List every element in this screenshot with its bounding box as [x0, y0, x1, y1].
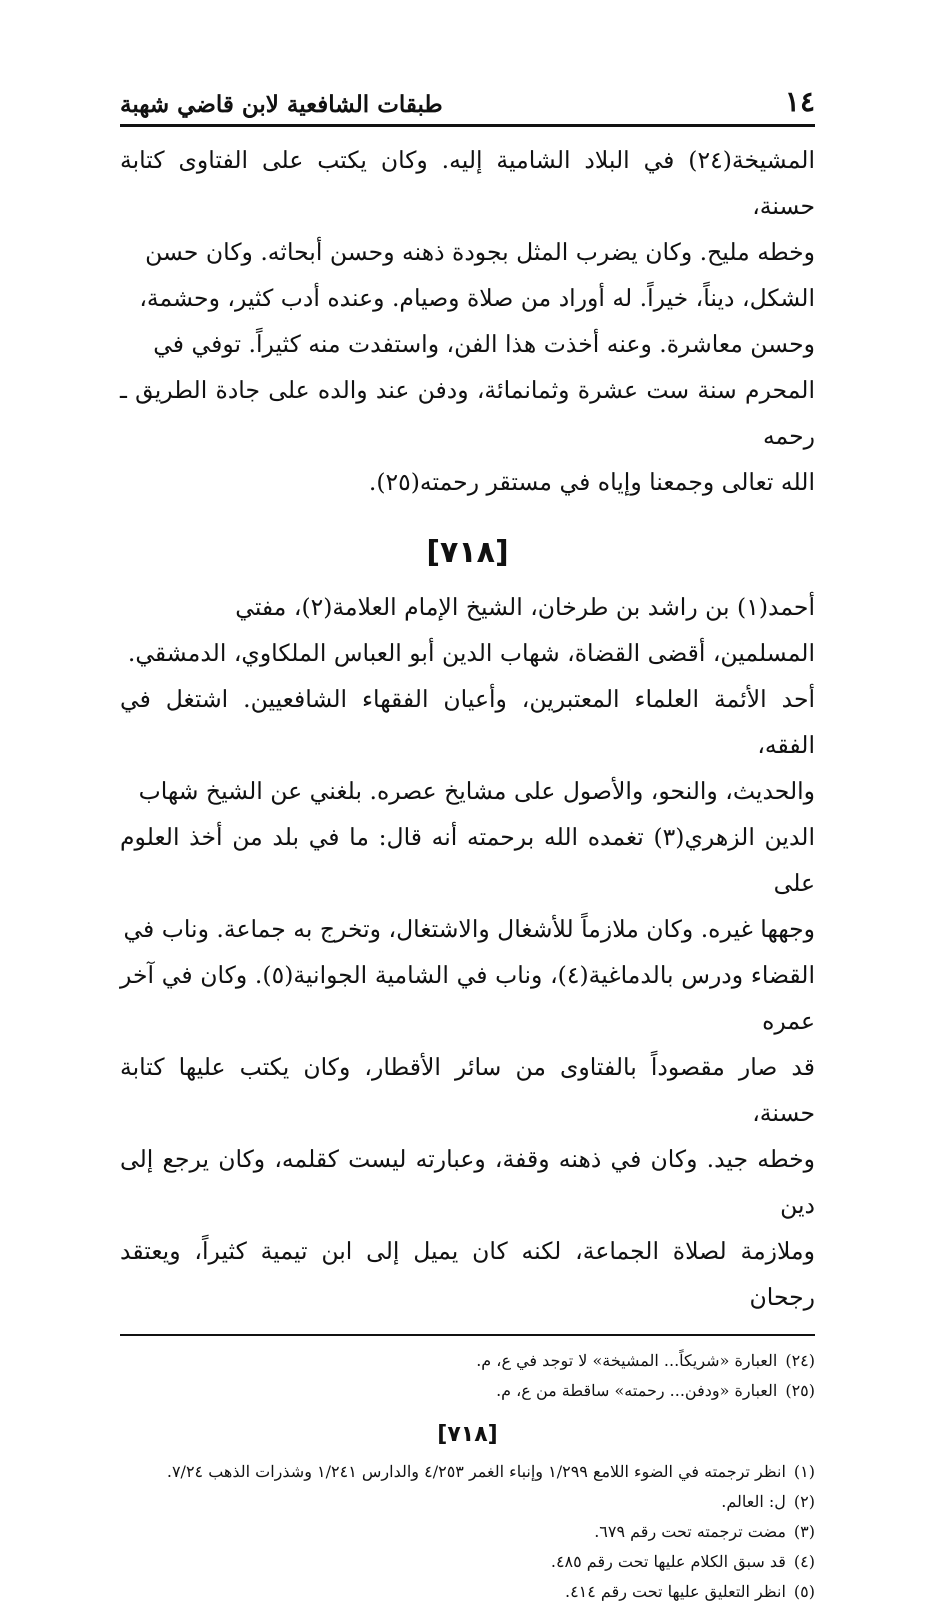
text-line: المشيخة(٢٤) في البلاد الشامية إليه. وكان يكتب على الفتاوى كتابة حسنة، — [120, 146, 815, 220]
text-line: القضاء ودرس بالدماغية(٤)، وناب في الشامية الجوانية(٥). وكان في آخر عمره — [120, 961, 815, 1035]
text-line: الله تعالى وجمعنا وإياه في مستقر رحمته(٢٥). — [368, 468, 815, 496]
footnote — [120, 1487, 815, 1517]
running-title: طبقات الشافعية لابن قاضي شهبة — [120, 91, 443, 118]
footnote-text: قد سبق الكلام عليها تحت رقم ٤٨٥. — [550, 1552, 786, 1571]
footnote — [120, 1517, 815, 1547]
text-line: والحديث، والنحو، والأصول على مشايخ عصره. بلغني عن الشيخ شهاب — [138, 777, 815, 805]
footnote — [120, 1547, 815, 1577]
book-page — [120, 70, 815, 1607]
entry-paragraph — [120, 584, 815, 1320]
page-header — [120, 70, 815, 127]
footnote-number: (٢) — [793, 1492, 815, 1511]
footnote — [120, 1376, 815, 1406]
footnotes-entry-heading: [٧١٨] — [437, 1422, 498, 1447]
footnote — [120, 1577, 815, 1607]
text-line: أحد الأئمة العلماء المعتبرين، وأعيان الفقهاء الشافعيين. اشتغل في الفقه، — [120, 685, 815, 759]
text-line: قد صار مقصوداً بالفتاوى من سائر الأقطار، وكان يكتب عليها كتابة حسنة، — [120, 1053, 815, 1127]
footnote — [120, 1457, 815, 1487]
text-line: الشكل، ديناً، خيراً. له أوراد من صلاة وصيام. وعنده أدب كثير، وحشمة، — [139, 284, 815, 312]
footnote-text: انظر ترجمته في الضوء اللامع ١/٢٩٩ وإنباء الغمر ٤/٢٥٣ والدارس ١/٢٤١ وشذرات الذهب ٧/٢٤. — [166, 1462, 786, 1481]
footnote-number: (١) — [793, 1462, 815, 1481]
text-line: أحمد(١) بن راشد بن طرخان، الشيخ الإمام العلامة(٢)، مفتي — [235, 593, 815, 621]
footnote-number: (٥) — [793, 1582, 815, 1601]
entry-number-heading: [٧١٨] — [426, 535, 509, 570]
footnote-text: انظر التعليق عليها تحت رقم ٤١٤. — [564, 1582, 786, 1601]
text-line: المحرم سنة ست عشرة وثمانمائة، ودفن عند والده على جادة الطريق ـ رحمه — [120, 376, 815, 450]
text-line: وخطه جيد. وكان في ذهنه وقفة، وعبارته ليست كقلمه، وكان يرجع إلى دين — [120, 1145, 815, 1219]
text-line: وحسن معاشرة. وعنه أخذت هذا الفن، واستفدت منه كثيراً. توفي في — [153, 330, 815, 358]
text-line: وملازمة لصلاة الجماعة، لكنه كان يميل إلى ابن تيمية كثيراً، ويعتقد رجحان — [120, 1237, 815, 1311]
footnotes-entry — [120, 1457, 815, 1607]
text-line: وخطه مليح. وكان يضرب المثل بجودة ذهنه وحسن أبحاثه. وكان حسن — [145, 238, 815, 266]
footnote-text: العبارة «ودفن... رحمته» ساقطة من ع، م. — [496, 1381, 778, 1400]
footnote-text: العبارة «شريكاً... المشيخة» لا توجد في ع، م. — [476, 1351, 778, 1370]
text-line: الدين الزهري(٣) تغمده الله برحمته أنه قال: ما في بلد من أخذ العلوم على — [120, 823, 815, 897]
footnotes-previous-entry — [120, 1346, 815, 1406]
footnote-text: ل: العالم. — [721, 1492, 786, 1511]
continuation-paragraph — [120, 137, 815, 505]
footnote — [120, 1346, 815, 1376]
text-line: وجهها غيره. وكان ملازماً للأشغال والاشتغال، وتخرج به جماعة. وناب في — [123, 915, 815, 943]
footnote-text: مضت ترجمته تحت رقم ٦٧٩. — [594, 1522, 786, 1541]
footnote-number: (٢٥) — [785, 1381, 815, 1400]
footnote-number: (٣) — [793, 1522, 815, 1541]
footnote-number: (٢٤) — [785, 1351, 815, 1370]
footnote-number: (٤) — [793, 1552, 815, 1571]
footnote-separator — [120, 1334, 815, 1336]
page-number: ١٤ — [784, 85, 815, 118]
text-line: المسلمين، أقضى القضاة، شهاب الدين أبو العباس الملكاوي، الدمشقي. — [127, 639, 815, 667]
